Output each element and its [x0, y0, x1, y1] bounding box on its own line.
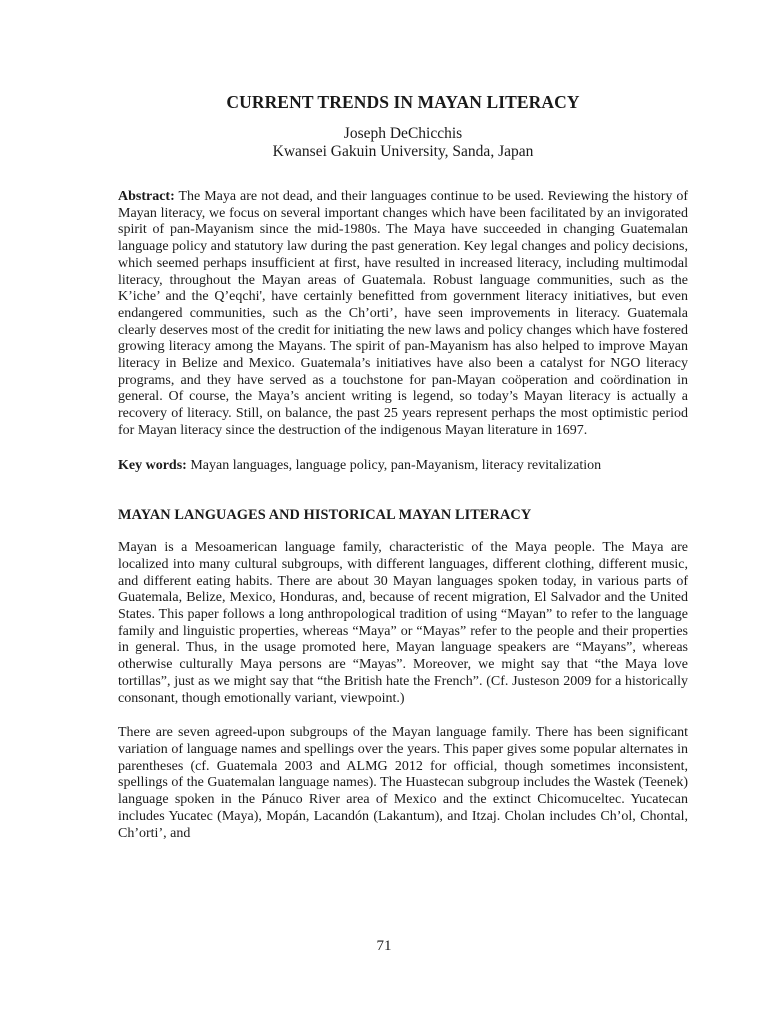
- section-heading: MAYAN LANGUAGES AND HISTORICAL MAYAN LITERACY: [118, 507, 532, 524]
- keywords: [118, 458, 688, 475]
- keywords-text: Mayan languages, language policy, pan-Mayanism, literacy revitalization: [186, 457, 602, 473]
- paper-page: [118, 92, 688, 842]
- abstract: [118, 189, 688, 440]
- abstract-label: Abstract:: [118, 189, 175, 204]
- paper-title: CURRENT TRENDS IN MAYAN LITERACY: [226, 92, 580, 112]
- author-name: Joseph DeChicchis: [343, 125, 463, 142]
- abstract-text: The Maya are not dead, and their languages continue to be used. Reviewing the history of Mayan literacy, we focus on several important changes which have been facilitated by an invigorated spirit of pan-Mayanism since the mid-1980s. The Maya have succeeded in changing Guatemalan language policy and statutory law during the past generation. Key legal changes and policy decisions, which seemed perhaps insufficient at first, have resulted in increased literacy, including multimodal literacy, throughout the Mayan areas of Guatemala. Robust language communities, such as the K’iche’ and the Q’eqchi', have certainly benefitted from government literacy initiatives, but even endangered communities, such as the Ch’orti’, have seen improvements in literacy. Guatemala clearly deserves most of the credit for initiating the new laws and policy changes which have fostered growing literacy among the Mayans. The spirit of pan-Mayanism has also helped to improve Mayan literacy in Belize and Mexico. Guatemala’s initiatives have also been a catalyst for NGO literacy programs, and they have served as a touchstone for pan-Mayan coöperation and coördination in general. Of course, the Maya’s ancient writing is legend, so today’s Mayan literacy is actually a recovery of literacy. Still, on balance, the past 25 years represent perhaps the most optimistic period for Mayan literacy since the destruction of the indigenous Mayan literature in 1697.: [118, 189, 688, 438]
- body-paragraph-2: There are seven agreed-upon subgroups of the Mayan language family. There has been significant variation of language names and spellings over the years. This paper gives some popular alternates in parentheses (cf. Guatemala 2003 and ALMG 2012 for official, though sometimes inconsistent, spellings of the Guatemalan language names). The Huastecan subgroup includes the Wastek (Teenek) language spoken in the Pánuco River area of Mexico and the extinct Chicomuceltec. Yucatecan includes Yucatec (Maya), Mopán, Lacandón (Lakantum), and Itzaj. Cholan includes Ch’ol, Chontal, Ch’orti’, and: [118, 725, 688, 841]
- page-number: 71: [376, 938, 392, 954]
- author-affiliation: Kwansei Gakuin University, Sanda, Japan: [272, 143, 534, 160]
- body-paragraph-1: Mayan is a Mesoamerican language family, characteristic of the Maya people. The Maya are localized into many cultural subgroups, with different languages, different clothing, different music, and different eating habits. There are about 30 Mayan languages spoken today, in various parts of Guatemala, Belize, Mexico, Honduras, and, because of recent migration, El Salvador and the United States. This paper follows a long anthropological tradition of using “Mayan” to refer to the language family and linguistic properties, whereas “Maya” or “Mayas” refer to the people and their properties in general. Thus, in the usage promoted here, Mayan language speakers are “Mayans”, whereas otherwise culturally Maya persons are “Mayas”. Moreover, we might say that “the Maya love tortillas”, just as we might say that “the British hate the French”. (Cf. Justeson 2009 for a historically consonant, though emotionally variant, viewpoint.): [118, 540, 688, 706]
- keywords-label: Key words:: [118, 457, 187, 473]
